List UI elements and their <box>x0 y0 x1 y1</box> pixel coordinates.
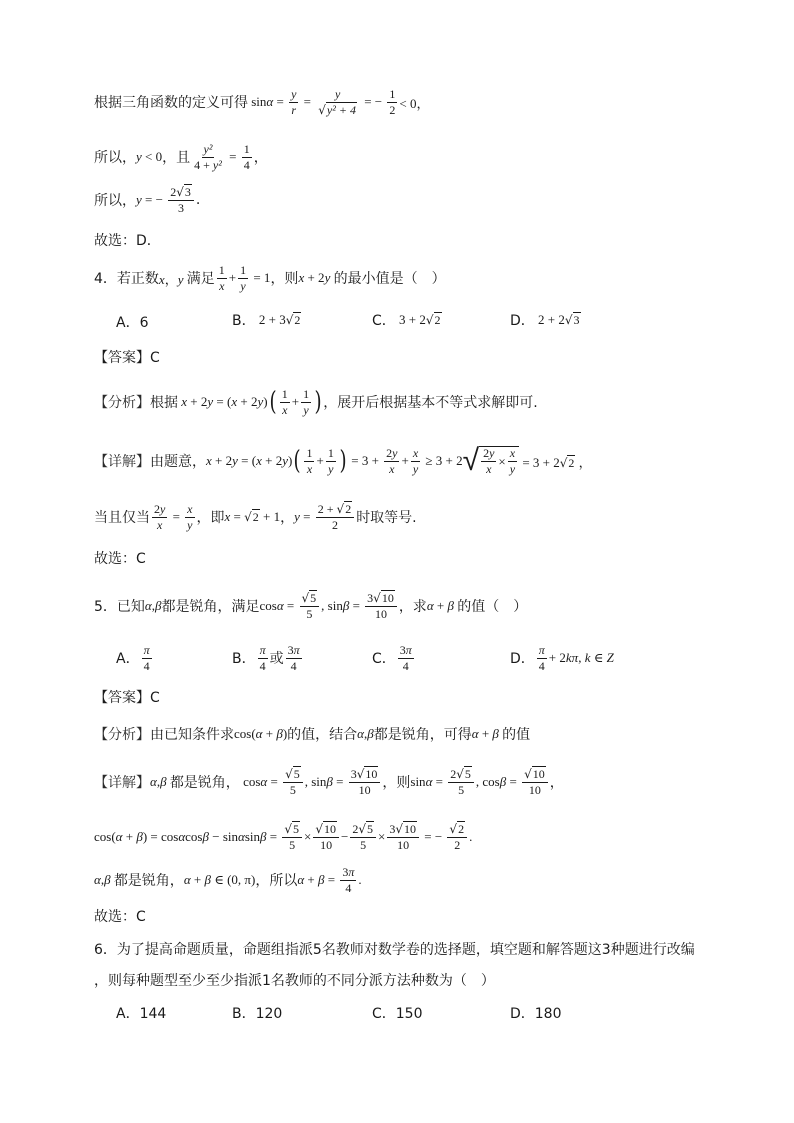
analysis-line: 【分析】 由已知条件求 cos(α + β) 的值，结合 α,β 都是锐角，可得 α + β 的值 <box>94 726 531 743</box>
fraction: $\frac{1}{y}$ <box>240 263 247 293</box>
detail-line-range: α,β 都是锐角， α + β ∈ (0, π) ，所以 α + β = $\frac{3\pi}{4}$ . <box>94 865 362 895</box>
question-5-stem: 5．已知 α,β 都是锐角，满足 cosα = $\frac{√5}{5}$ , sinβ = $\frac{3√10}{10}$ ，求 α + β 的值（ ） <box>94 591 528 621</box>
answer-text: 【答案】C <box>94 690 160 706</box>
fraction: $\frac{1}{2}$ <box>389 87 396 117</box>
conclusion-text: 故选：C <box>94 551 146 567</box>
solution-line-sine-definition: 根据三角函数的定义可得 sinα = $\frac{y}{r}$ = $\frac{y}{\text{√y² + 4}}$ = − $\frac{1}{2}$ < 0， <box>94 87 430 117</box>
fraction: $\frac{y}{r}$ <box>291 87 297 117</box>
option-d[interactable]: D．180 <box>510 1006 562 1022</box>
option-d[interactable]: D． 2 + 2√3 <box>510 312 580 329</box>
detail-line: 【详解】 由题意， x + 2y = (x + 2y) ( $\frac{1}{x}$ + $\frac{1}{y}$ ) = 3 + $\frac{2y}{x}$ + $\frac{x}{y}$ ≥ 3 + 2 √ $\frac{2y}{x}$ × $\frac{x}{y}$ = 3 + 2√2 ， <box>94 443 592 478</box>
option-b[interactable]: B． $\frac{\pi}{4}$ 或 $\frac{3\pi}{4}$ <box>232 643 300 673</box>
fraction: $\frac{1}{4}$ <box>243 142 250 172</box>
text: 根据三角函数的定义可得 <box>94 95 248 112</box>
fraction: $\frac{2√3}{3}$ <box>168 186 194 214</box>
fraction: $\frac{y}{\text{√y² + 4}}$ <box>318 87 356 117</box>
option-c[interactable]: C．150 <box>372 1006 423 1022</box>
fraction: $\frac{1}{x}$ <box>281 387 288 417</box>
option-a[interactable]: A．144 <box>116 1006 167 1022</box>
option-d[interactable]: D． $\frac{\pi}{4}$ + 2kπ, k ∈ Z <box>510 643 614 673</box>
fraction: $\frac{1}{x}$ <box>218 263 225 293</box>
question-4-stem: 4．若正数 x，y 满足 $\frac{1}{x}$ + $\frac{1}{y}$ = 1 ，则 x + 2y 的最小值是（ ） <box>94 263 446 293</box>
analysis-line: 【分析】 根据 x + 2y = (x + 2y) ( $\frac{1}{x}$ + $\frac{1}{y}$ ) ，展开后根据基本不等式求解即可. <box>94 387 538 418</box>
option-a[interactable]: A． $\frac{\pi}{4}$ <box>116 643 150 673</box>
text: 所以， <box>94 193 136 210</box>
answer-text: 【答案】C <box>94 350 160 366</box>
conclusion-text: 故选：D． <box>94 233 161 249</box>
question-6-stem-line-2: ，则每种题型至少至少指派1名教师的不同分派方法种数为（ ） <box>94 973 495 989</box>
option-c[interactable]: C． 3 + 2√2 <box>372 312 441 329</box>
fraction: $\frac{\text{y²}}{\text{4 + y²}}$ <box>194 142 222 172</box>
option-a[interactable]: A．6 <box>116 315 149 331</box>
solution-line-condition: 所以， y < 0 ，且 $\frac{\text{y²}}{\text{4 + y²}}$ = $\frac{1}{4}$ ， <box>94 142 268 172</box>
option-b[interactable]: B．120 <box>232 1006 283 1022</box>
option-b[interactable]: B． 2 + 3√2 <box>232 312 301 329</box>
detail-line-cos-sum: cos(α + β) = cosαcosβ − sinαsinβ = $\frac{√5}{5}$ × $\frac{√10}{10}$ − $\frac{2√5}{5}$ × $\frac{3√10}{10}$ = − $\frac{√2}{2}$ . <box>94 822 473 852</box>
text: ，且 <box>162 150 191 167</box>
equality-condition-line: 当且仅当 $\frac{2y}{x}$ = $\frac{x}{y}$ ，即 x = √2 + 1 ， y = $\frac{2 + √2}{2}$ 时取等号. <box>94 502 417 532</box>
conclusion-text: 故选：C <box>94 909 146 925</box>
detail-line: 【详解】 α,β 都是锐角， cosα = $\frac{√5}{5}$ , sinβ = $\frac{3√10}{10}$ ，则 sinα = $\frac{2√5}{5}$ , cosβ = $\frac{√10}{10}$ ， <box>94 767 564 797</box>
solution-line-result: 所以， y = − $\frac{2√3}{3}$ . <box>94 185 201 215</box>
question-6-stem-line-1: 6．为了提高命题质量，命题组指派5名教师对数学卷的选择题，填空题和解答题这3种题进行改编 <box>94 942 695 958</box>
fraction: $\frac{1}{y}$ <box>303 387 310 417</box>
text: 所以， <box>94 150 136 167</box>
option-c[interactable]: C． $\frac{3\pi}{4}$ <box>372 643 412 673</box>
formula: sinα = <box>248 94 288 110</box>
